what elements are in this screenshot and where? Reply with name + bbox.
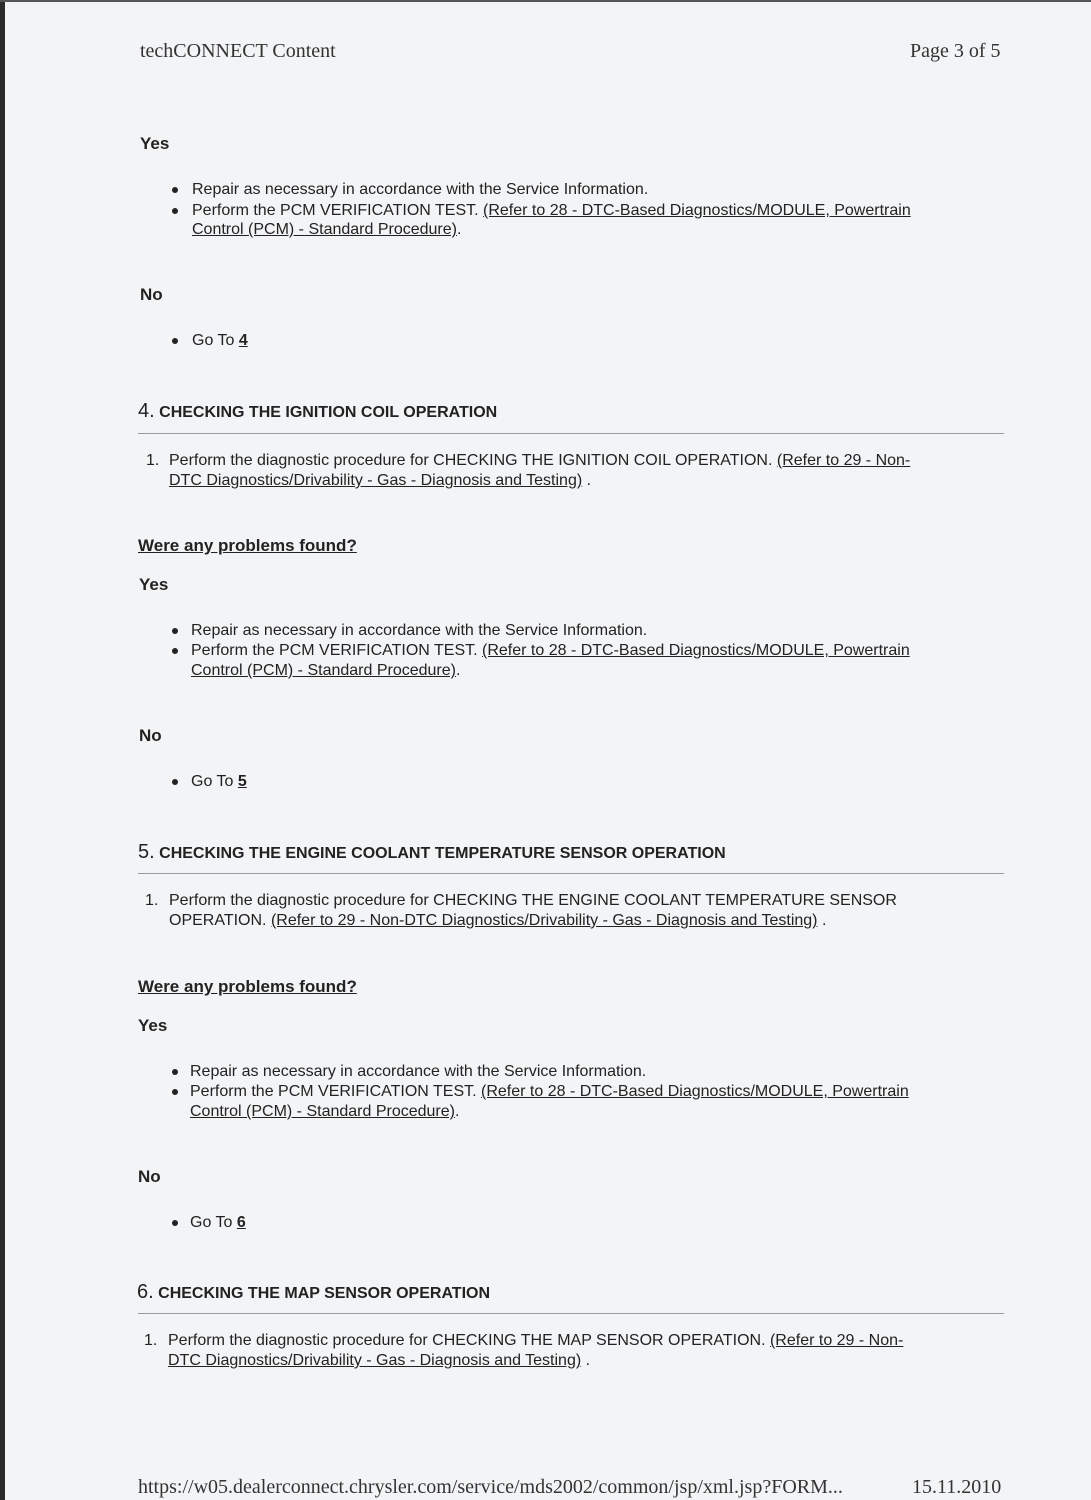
- step-heading: [137, 1281, 490, 1304]
- period: .: [817, 912, 827, 929]
- procedure-line-2: [168, 1351, 590, 1371]
- item-number: 1.: [145, 892, 159, 909]
- period: .: [454, 1103, 460, 1120]
- ref-link-28-cont[interactable]: Control (PCM) - Standard Procedure): [190, 1103, 455, 1120]
- bullet: [172, 338, 178, 344]
- goto-line: [192, 331, 248, 351]
- ref-link-29-cont[interactable]: DTC Diagnostics/Drivability - Gas - Diagnosis and Testing): [168, 1352, 582, 1369]
- step-number: 4.: [138, 400, 155, 422]
- period: .: [582, 472, 592, 489]
- step-title: CHECKING THE MAP SENSOR OPERATION: [158, 1285, 491, 1302]
- no-label: No: [139, 726, 162, 745]
- bullet: [172, 779, 178, 785]
- step-number: 6.: [137, 1281, 154, 1303]
- goto-line: [190, 1213, 246, 1233]
- procedure-line: [169, 451, 910, 471]
- item-number: 1.: [144, 1332, 158, 1349]
- goto-line: [191, 772, 247, 792]
- step-heading: [138, 400, 497, 423]
- ref-link-29[interactable]: (Refer to 29 - Non-: [776, 452, 911, 469]
- procedure-line-2: [169, 471, 591, 491]
- goto-step-link[interactable]: 4: [238, 332, 248, 349]
- question-label: Were any problems found?: [138, 977, 357, 996]
- step-title: CHECKING THE IGNITION COIL OPERATION: [159, 404, 498, 421]
- step-title: CHECKING THE ENGINE COOLANT TEMPERATURE SENSOR OPERATION: [159, 845, 726, 862]
- step-number: 5.: [138, 841, 155, 863]
- yes-label: Yes: [140, 134, 170, 153]
- verify-text: Perform the PCM VERIFICATION TEST.: [192, 202, 484, 219]
- verify-text: Perform the PCM VERIFICATION TEST.: [190, 1083, 482, 1100]
- period: .: [456, 221, 462, 238]
- goto-step-link[interactable]: 5: [237, 773, 247, 790]
- repair-text: Repair as necessary in accordance with the Service Information.: [191, 622, 648, 639]
- ref-link-29[interactable]: (Refer to 29 - Non-: [769, 1332, 904, 1349]
- verify-line-2: [190, 1102, 459, 1122]
- footer-url: https://w05.dealerconnect.chrysler.com/service/mds2002/common/jsp/xml.jsp?FORM...: [138, 1476, 843, 1498]
- repair-text: Repair as necessary in accordance with the Service Information.: [190, 1063, 647, 1080]
- bullet: [172, 628, 178, 634]
- item-number: 1.: [146, 452, 160, 469]
- header-title: techCONNECT Content: [140, 40, 336, 62]
- footer-date: 15.11.2010: [912, 1476, 1002, 1498]
- no-label: No: [140, 285, 163, 304]
- procedure-line: Perform the diagnostic procedure for CHECKING THE ENGINE COOLANT TEMPERATURE SENSOR: [169, 892, 897, 909]
- procedure-text: OPERATION.: [169, 912, 271, 929]
- yes-label: Yes: [139, 575, 169, 594]
- bullet: [172, 1089, 178, 1095]
- divider: [138, 1313, 1004, 1314]
- ref-link-28-cont[interactable]: Control (PCM) - Standard Procedure): [192, 221, 457, 238]
- page-number: Page 3 of 5: [910, 40, 1001, 62]
- verify-text: Perform the PCM VERIFICATION TEST.: [191, 642, 483, 659]
- verify-line-2: [192, 220, 461, 240]
- procedure-line-2: [169, 911, 826, 931]
- ref-link-28[interactable]: (Refer to 28 - DTC-Based Diagnostics/MODULE, Powertrain: [481, 1083, 909, 1100]
- procedure-line: [168, 1331, 903, 1351]
- step-heading: [138, 841, 726, 864]
- ref-link-29[interactable]: (Refer to 29 - Non-DTC Diagnostics/Drivability - Gas - Diagnosis and Testing): [270, 912, 818, 929]
- verify-line: [191, 641, 910, 661]
- verify-line: [190, 1082, 909, 1102]
- ref-link-28[interactable]: (Refer to 28 - DTC-Based Diagnostics/MODULE, Powertrain: [482, 642, 910, 659]
- goto-text: Go To: [192, 332, 239, 349]
- ref-link-29-cont[interactable]: DTC Diagnostics/Drivability - Gas - Diagnosis and Testing): [169, 472, 583, 489]
- goto-text: Go To: [191, 773, 238, 790]
- bullet: [172, 208, 178, 214]
- goto-text: Go To: [190, 1214, 237, 1231]
- page-left-edge: [0, 0, 5, 1500]
- question-label: Were any problems found?: [138, 536, 357, 555]
- verify-line-2: [191, 661, 460, 681]
- verify-line: [192, 201, 911, 221]
- ref-link-28-cont[interactable]: Control (PCM) - Standard Procedure): [191, 662, 456, 679]
- divider: [138, 433, 1004, 434]
- repair-text: Repair as necessary in accordance with the Service Information.: [192, 181, 649, 198]
- divider: [138, 873, 1004, 874]
- period: .: [581, 1352, 591, 1369]
- bullet: [172, 648, 178, 654]
- no-label: No: [138, 1167, 161, 1186]
- page-top-edge: [0, 0, 1091, 2]
- period: .: [455, 662, 461, 679]
- procedure-text: Perform the diagnostic procedure for CHECKING THE MAP SENSOR OPERATION.: [168, 1332, 770, 1349]
- procedure-text: Perform the diagnostic procedure for CHECKING THE IGNITION COIL OPERATION.: [169, 452, 777, 469]
- bullet: [172, 1069, 178, 1075]
- ref-link-28[interactable]: (Refer to 28 - DTC-Based Diagnostics/MODULE, Powertrain: [483, 202, 911, 219]
- yes-label: Yes: [138, 1016, 168, 1035]
- bullet: [172, 1220, 178, 1226]
- goto-step-link[interactable]: 6: [236, 1214, 246, 1231]
- bullet: [172, 187, 178, 193]
